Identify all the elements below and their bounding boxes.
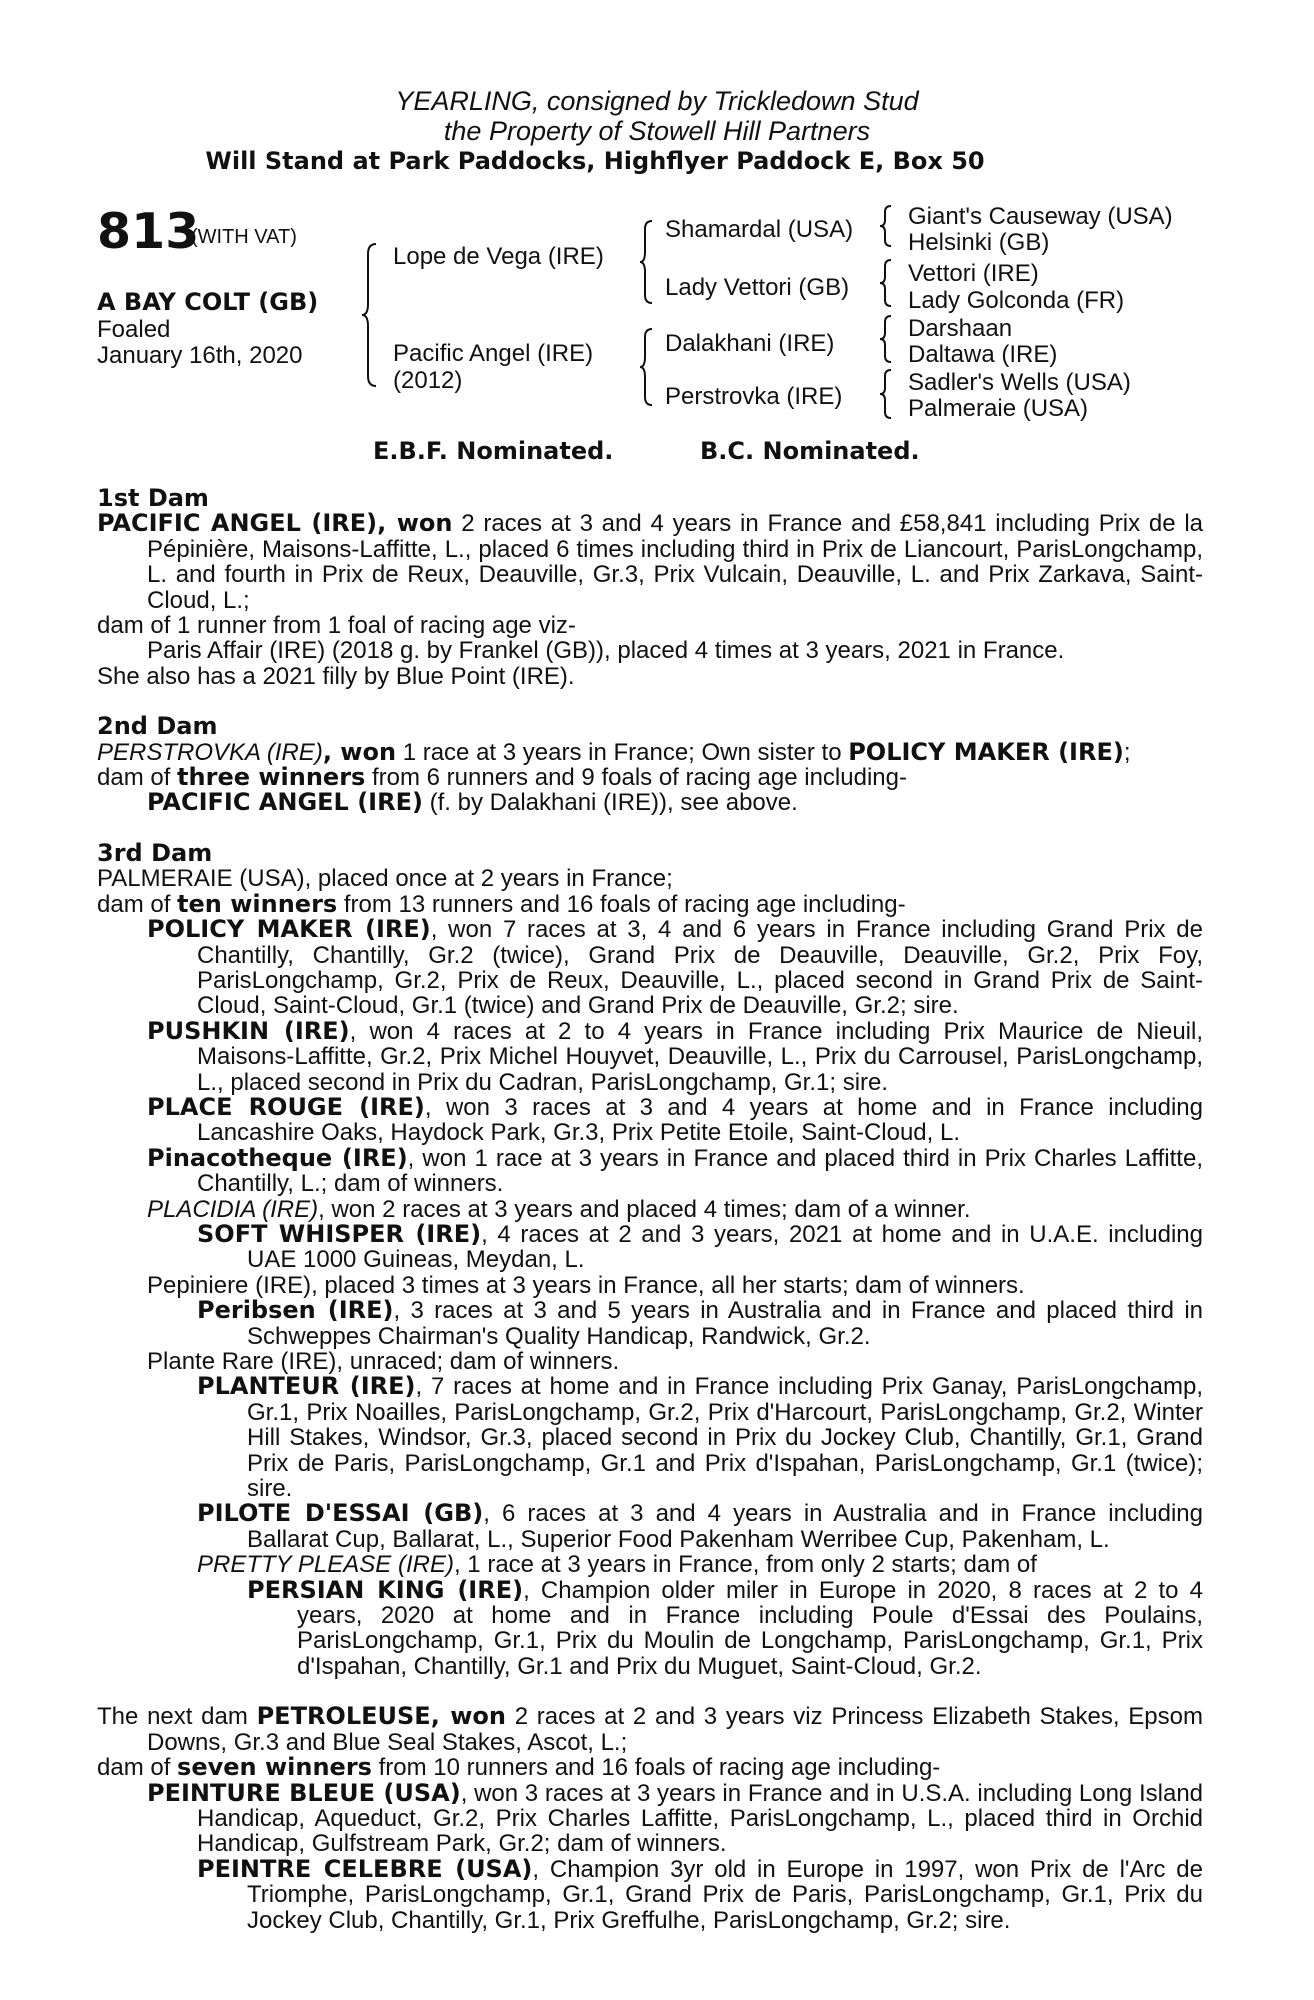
first-dam-produce: Paris Affair (IRE) (2018 g. by Frankel (GB)), placed 4 times at 3 years, 2021 in France. <box>147 637 1065 665</box>
gen3-3: Vettori (IRE) <box>908 260 1039 287</box>
vat-note: (WITH VAT) <box>191 226 297 248</box>
consignor-line: YEARLING, consigned by Trickledown Stud <box>395 86 919 116</box>
owner-line: the Property of Stowell Hill Partners <box>443 116 871 146</box>
third-dam-produce-summary: dam of ten winners from 13 runners and 16 foals of racing age including- <box>97 889 906 918</box>
produce-entry: Plante Rare (IRE), unraced; dam of winners. <box>147 1348 620 1375</box>
first-dam-produce-summary: dam of 1 runner from 1 foal of racing age viz- <box>97 612 576 640</box>
produce-entry: PERSIAN KING (IRE), Champion older miler in Europe in 2020, 8 races at 2 to 4 years, 2020 at home and in France including Poule d'Essai des Poulains, ParisLongchamp, Gr.1, Prix du Moulin de Longchamp, ParisLongchamp, Gr.1, Prix d'Ispahan, Chantilly, Gr.1 and Prix du Muguet, Saint-Cloud, Gr.2. <box>247 1575 1204 1680</box>
dam-sire: Dalakhani (IRE) <box>665 330 835 357</box>
produce-entry: Pepiniere (IRE), placed 3 times at 3 years in France, all her starts; dam of winners. <box>147 1271 1025 1299</box>
ebf-nomination: E.B.F. Nominated. <box>373 437 614 465</box>
sire-sire: Shamardal (USA) <box>665 216 854 243</box>
stabling-line: Will Stand at Park Paddocks, Highflyer Paddock E, Box 50 <box>205 147 985 175</box>
gen3-7: Sadler's Wells (USA) <box>908 369 1131 396</box>
pedigree-brace-g2 <box>880 258 896 308</box>
second-dam-produce: PACIFIC ANGEL (IRE) (f. by Dalakhani (IRE)), see above. <box>147 788 798 817</box>
first-dam-heading: 1st Dam <box>97 484 209 512</box>
produce-entry: PRETTY PLEASE (IRE), 1 race at 3 years in France, from only 2 starts; dam of <box>197 1551 1037 1579</box>
gen3-8: Palmeraie (USA) <box>908 395 1089 422</box>
foaled-date: January 16th, 2020 <box>97 342 303 369</box>
gen3-2: Helsinki (GB) <box>908 229 1050 256</box>
sire-dam: Lady Vettori (GB) <box>665 274 850 301</box>
produce-entry: PLANTEUR (IRE), 7 races at home and in France including Prix Ganay, ParisLongchamp, Gr.1, Prix Noailles, ParisLongchamp, Gr.2, Prix d'Harcourt, ParisLongchamp, Gr.2, Winter Hill Stakes, Windsor, Gr.3, placed second in Prix du Jockey Club, Chantilly, Gr.1, Grand Prix de Paris, ParisLongchamp, Gr.1 and Prix d'Ispahan, ParisLongchamp, Gr.1 (twice); sire. <box>197 1372 1203 1503</box>
produce-entry: POLICY MAKER (IRE), won 7 races at 3, 4 and 6 years in France including Grand Prix de Chantilly, Chantilly, Gr.2 (twice), Grand Prix de Deauville, Deauville, Gr.2, Prix Foy, ParisLongchamp, Gr.2, Prix de Reux, Deauville, L., placed second in Grand Prix de Saint-Cloud, Saint-Cloud, Gr.1 (twice) and Grand Prix de Deauville, Gr.2; sire. <box>147 915 1203 1020</box>
first-dam-record: PACIFIC ANGEL (IRE), won 2 races at 3 and 4 years in France and £58,841 including Prix de la Pépinière, Maisons-Laffitte, L., placed 6 times including third in Prix de Liancourt, ParisLongchamp, L. and fourth in Prix de Reux, Deauville, Gr.3, Prix Vulcain, Deauville, L. and Prix Zarkava, Saint-Cloud, L.; <box>97 509 1204 614</box>
next-dam-produce-summary: dam of seven winners from 10 runners and 16 foals of racing age including- <box>97 1753 941 1782</box>
produce-entry: PEINTURE BLEUE (USA), won 3 races at 3 years in France and in U.S.A. including Long Island Handicap, Aqueduct, Gr.2, Prix Charles Laffitte, ParisLongchamp, L., placed third in Orchid Handicap, Gulfstream Park, Gr.2; dam of winners. <box>147 1778 1204 1858</box>
sire-name: Lope de Vega (IRE) <box>393 243 604 270</box>
produce-entry: PUSHKIN (IRE), won 4 races at 2 to 4 years in France including Prix Maurice de Nieuil, Maisons-Laffitte, Gr.2, Prix Michel Houyvet, Deauville, L., Prix du Carrousel, ParisLongchamp, L., placed second in Prix du Cadran, ParisLongchamp, Gr.1; sire. <box>147 1016 1203 1096</box>
bc-nomination: B.C. Nominated. <box>700 437 920 465</box>
lot-number: 813 <box>97 203 200 260</box>
gen3-6: Daltawa (IRE) <box>908 341 1058 368</box>
pedigree-brace-sire <box>640 219 658 305</box>
produce-entry: Peribsen (IRE), 3 races at 3 and 5 years in Australia and in France and placed third in Schweppes Chairman's Quality Handicap, Randwick, Gr.2. <box>197 1296 1203 1350</box>
gen3-5: Darshaan <box>908 315 1013 342</box>
dam-name: Pacific Angel (IRE) <box>393 340 594 367</box>
third-dam-record: PALMERAIE (USA), placed once at 2 years in France; <box>97 865 673 893</box>
dam-year: (2012) <box>393 367 463 394</box>
produce-entry: PLACIDIA (IRE), won 2 races at 3 years and placed 4 times; dam of a winner. <box>147 1195 971 1223</box>
foaled-label: Foaled <box>97 316 171 343</box>
second-dam-heading: 2nd Dam <box>97 712 218 741</box>
produce-entry: PEINTRE CELEBRE (USA), Champion 3yr old in Europe in 1997, won Prix de l'Arc de Triomphe, ParisLongchamp, Gr.1, Grand Prix de Paris, ParisLongchamp, Gr.1, Prix du Jockey Club, Chantilly, Gr.1, Prix Greffulhe, ParisLongchamp, Gr.2; sire. <box>197 1854 1203 1934</box>
first-dam-yearling-note: She also has a 2021 filly by Blue Point (IRE). <box>97 662 575 690</box>
gen3-1: Giant's Causeway (USA) <box>908 203 1173 230</box>
first-dam-name: PACIFIC ANGEL (IRE) <box>97 509 378 538</box>
pedigree-brace-g4 <box>880 368 896 420</box>
produce-entry: SOFT WHISPER (IRE), 4 races at 2 and 3 years, 2021 at home and in U.A.E. including UAE 1000 Guineas, Meydan, L. <box>197 1219 1203 1274</box>
dam-dam: Perstrovka (IRE) <box>665 383 843 410</box>
next-dam-record: The next dam PETROLEUSE, won 2 races at 2 and 3 years viz Princess Elizabeth Stakes, Epsom Downs, Gr.3 and Blue Seal Stakes, Ascot, L.; <box>97 1702 1203 1756</box>
pedigree-brace-g1 <box>880 204 896 248</box>
second-dam-record: PERSTROVKA (IRE), won 1 race at 3 years in France; Own sister to POLICY MAKER (IRE); <box>97 737 1131 766</box>
second-dam-produce-summary: dam of three winners from 6 runners and 9 foals of racing age including- <box>97 763 907 792</box>
produce-entry: PILOTE D'ESSAI (GB), 6 races at 3 and 4 years in Australia and in France including Ballarat Cup, Ballarat, L., Superior Food Pakenham Werribee Cup, Pakenham, L. <box>197 1499 1203 1553</box>
pedigree-brace-g3 <box>880 314 896 364</box>
third-dam-heading: 3rd Dam <box>97 838 213 867</box>
pedigree-brace-dam <box>640 327 658 407</box>
pedigree-brace-main <box>362 242 382 388</box>
lot-description: A BAY COLT (GB) <box>97 288 319 316</box>
produce-record <box>97 486 1203 1933</box>
produce-entry: Pinacotheque (IRE), won 1 race at 3 years in France and placed third in Prix Charles Laffitte, Chantilly, L.; dam of winners. <box>147 1143 1203 1198</box>
produce-entry: PLACE ROUGE (IRE), won 3 races at 3 and 4 years at home and in France including Lancashire Oaks, Haydock Park, Gr.3, Prix Petite Etoile, Saint-Cloud, L. <box>147 1092 1203 1147</box>
gen3-4: Lady Golconda (FR) <box>908 287 1125 314</box>
